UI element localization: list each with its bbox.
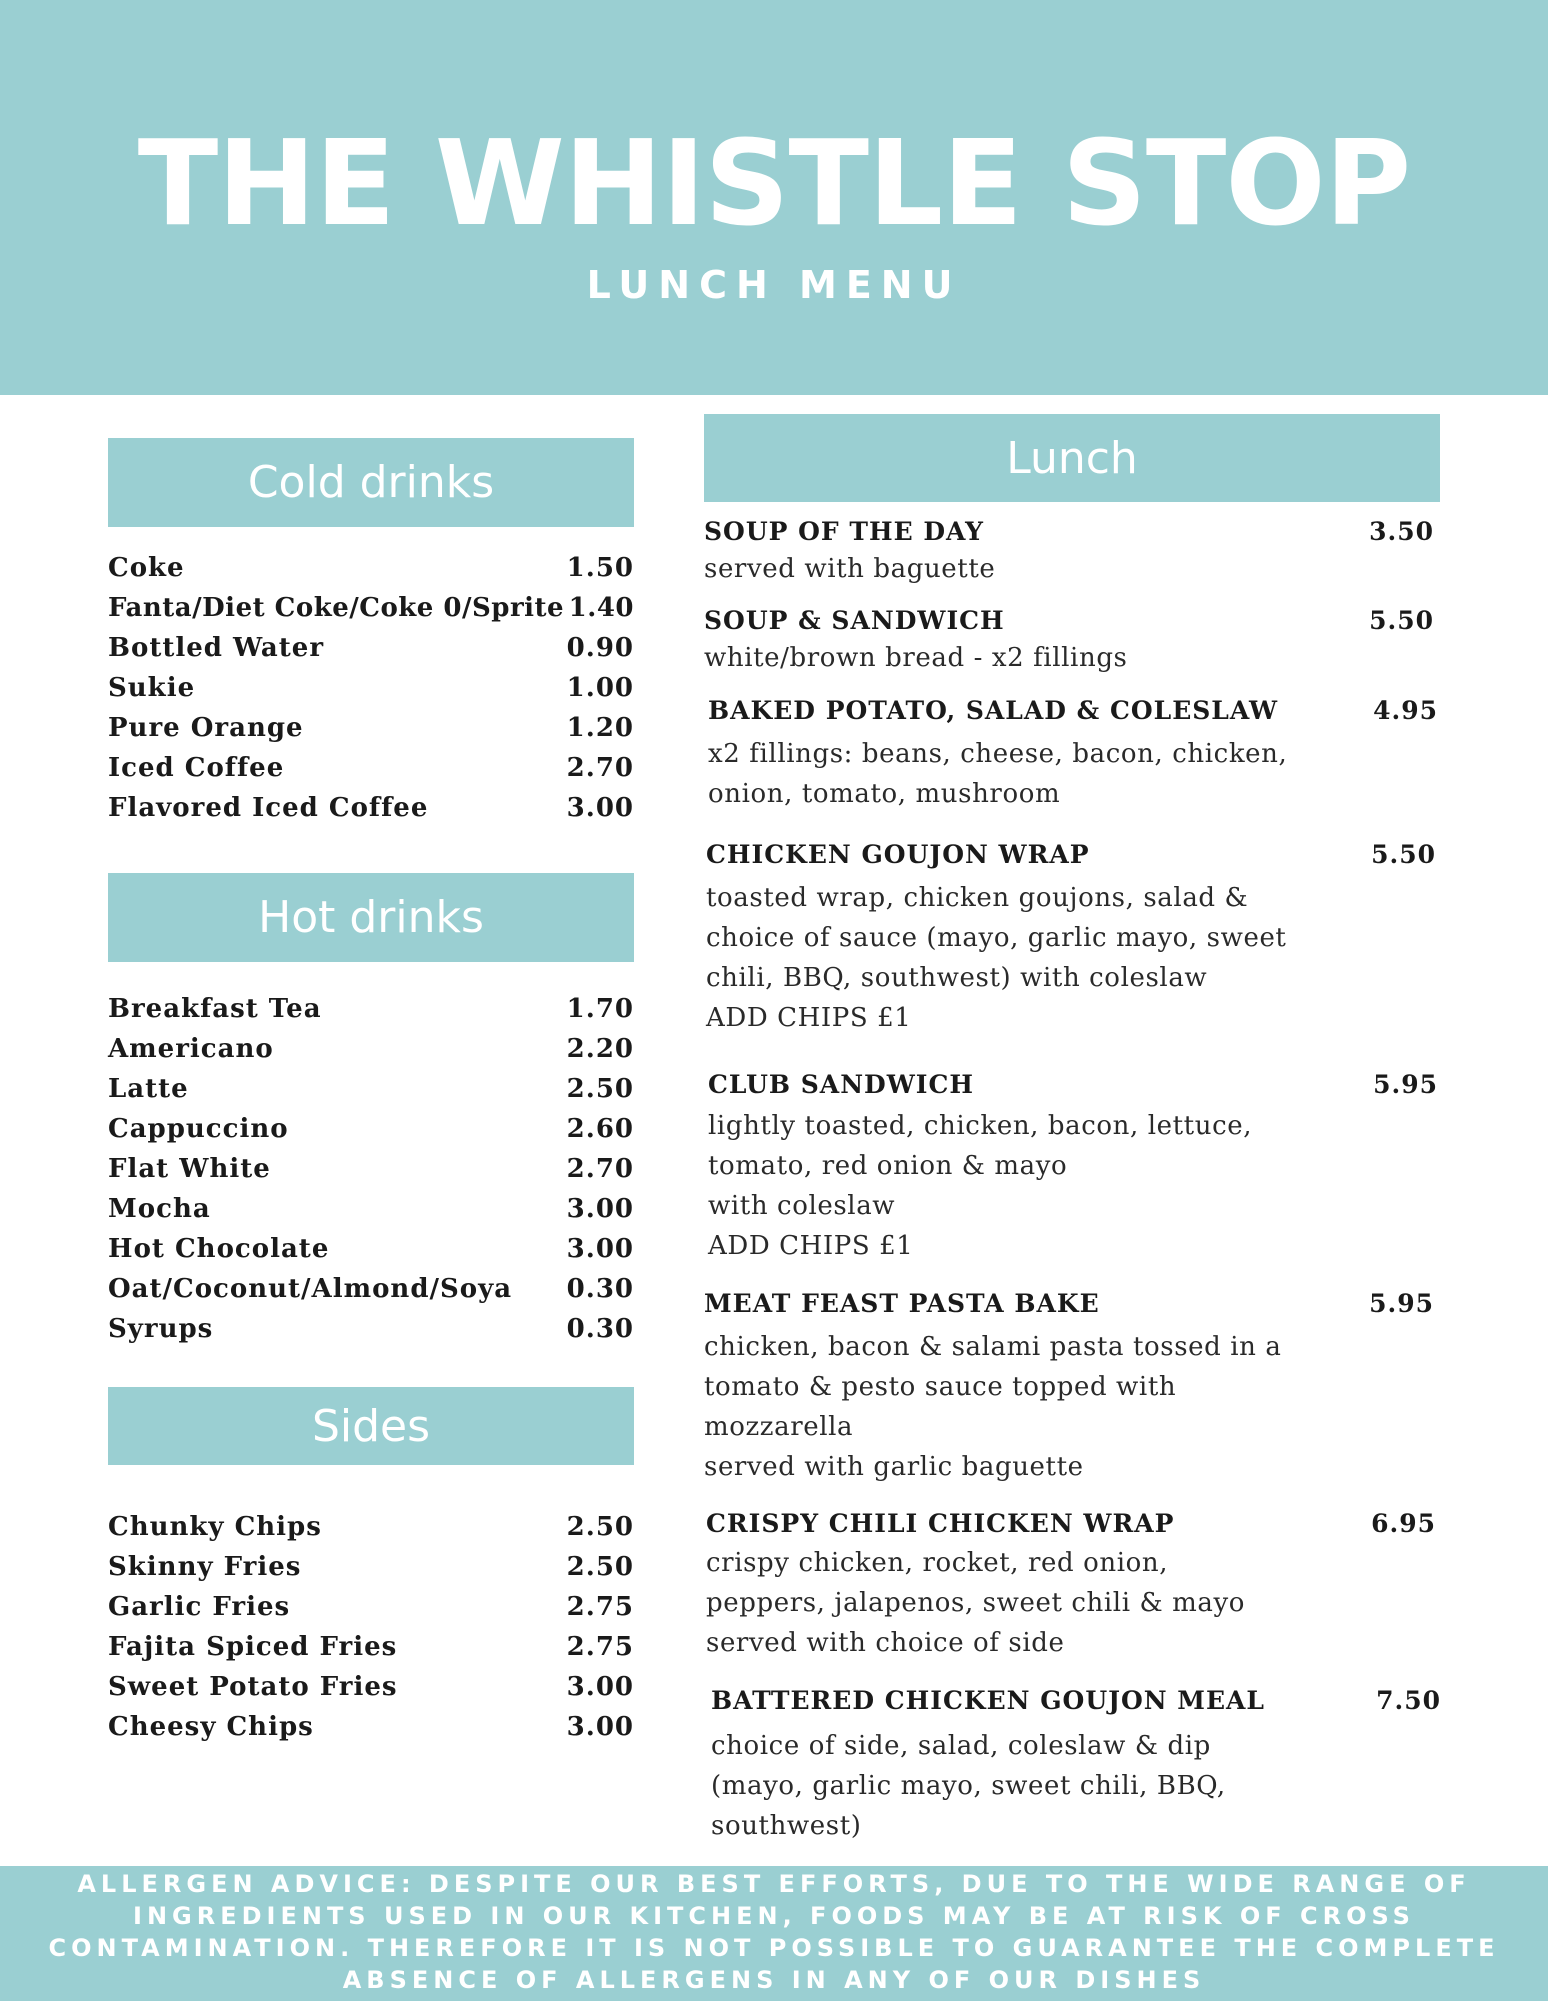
lunch-item-description: ADD CHIPS £1: [708, 1231, 914, 1261]
lunch-item-description: served with choice of side: [706, 1628, 1065, 1658]
item-price: 0.30: [566, 1314, 634, 1344]
item-price: 3.00: [566, 1712, 634, 1742]
item-price: 1.40: [568, 593, 634, 623]
allergen-line: ABSENCE OF ALLERGENS IN ANY OF OUR DISHES: [342, 1966, 1206, 1994]
lunch-item-description: served with garlic baguette: [704, 1452, 1084, 1482]
item-price: 2.50: [566, 1074, 634, 1104]
list-item: [108, 711, 634, 745]
list-item: [108, 1272, 634, 1306]
allergen-line: CONTAMINATION. THEREFORE IT IS NOT POSSIBLE TO GUARANTEE THE COMPLETE: [48, 1934, 1500, 1962]
item-name: Americano: [108, 1034, 274, 1064]
lunch-item-description: tomato & pesto sauce topped with: [704, 1372, 1177, 1402]
list-item: [108, 671, 634, 705]
list-item: [108, 791, 634, 825]
lunch-item-name: MEAT FEAST PASTA BAKE: [704, 1289, 1100, 1318]
lunch-item-name: SOUP & SANDWICH: [704, 606, 1005, 635]
lunch-item: [704, 1287, 1434, 1487]
lunch-item-description: onion, tomato, mushroom: [708, 779, 1061, 809]
item-price: 2.50: [566, 1552, 634, 1582]
sides-heading: Sides: [108, 1387, 634, 1465]
lunch-item: [706, 838, 1436, 1038]
item-price: 2.70: [566, 753, 634, 783]
lunch-item-price: 3.50: [1369, 517, 1434, 546]
allergen-line: ALLERGEN ADVICE: DESPITE OUR BEST EFFORTS, DUE TO THE WIDE RANGE OF: [77, 1870, 1471, 1898]
lunch-item-description: ADD CHIPS £1: [706, 1003, 912, 1033]
lunch-item-price: 5.95: [1369, 1289, 1434, 1318]
item-name: Hot Chocolate: [108, 1234, 330, 1264]
list-item: [108, 1072, 634, 1106]
item-name: Oat/Coconut/Almond/Soya: [108, 1274, 513, 1304]
list-item: [108, 1510, 634, 1544]
lunch-item: [708, 1068, 1438, 1266]
item-price: 2.75: [566, 1632, 634, 1662]
lunch-item: [706, 1507, 1436, 1663]
item-name: Garlic Fries: [108, 1592, 291, 1622]
lunch-item-description: with coleslaw: [708, 1191, 896, 1221]
lunch-item-description: x2 fillings: beans, cheese, bacon, chicken,: [708, 739, 1288, 769]
hot-drinks-heading: Hot drinks: [108, 873, 634, 962]
item-name: Breakfast Tea: [108, 994, 322, 1024]
lunch-item-description: chicken, bacon & salami pasta tossed in a: [704, 1332, 1282, 1362]
item-price: 1.50: [566, 553, 634, 583]
list-item: [108, 591, 634, 625]
lunch-item-price: 6.95: [1371, 1509, 1436, 1538]
item-name: Syrups: [108, 1314, 214, 1344]
lunch-item-name: BAKED POTATO, SALAD & COLESLAW: [708, 696, 1279, 725]
restaurant-name: THE WHISTLE STOP: [137, 114, 1411, 252]
lunch-item-description: chili, BBQ, southwest) with coleslaw: [706, 963, 1208, 993]
allergen-advice: [40, 1868, 1508, 1996]
item-price: 2.20: [566, 1034, 634, 1064]
lunch-item-price: 5.95: [1373, 1070, 1438, 1099]
item-price: 1.70: [566, 994, 634, 1024]
cold-drinks-heading: Cold drinks: [108, 438, 634, 527]
list-item: [108, 1670, 634, 1704]
item-name: Coke: [108, 553, 185, 583]
list-item: [108, 1032, 634, 1066]
item-price: 2.75: [566, 1592, 634, 1622]
allergen-line: INGREDIENTS USED IN OUR KITCHEN, FOODS MAY BE AT RISK OF CROSS: [133, 1902, 1415, 1930]
item-name: Flat White: [108, 1154, 271, 1184]
lunch-item-description: crispy chicken, rocket, red onion,: [706, 1548, 1169, 1578]
list-item: [108, 751, 634, 785]
lunch-item-description: lightly toasted, chicken, bacon, lettuce,: [708, 1111, 1253, 1141]
item-price: 1.20: [566, 713, 634, 743]
item-price: 2.60: [566, 1114, 634, 1144]
list-item: [108, 1232, 634, 1266]
lunch-item-description: southwest): [711, 1811, 862, 1841]
item-price: 3.00: [566, 1234, 634, 1264]
list-item: [108, 631, 634, 665]
lunch-item-name: CRISPY CHILI CHICKEN WRAP: [706, 1509, 1175, 1538]
list-item: [108, 1112, 634, 1146]
lunch-item-description: served with baguette: [704, 554, 996, 584]
lunch-item-description: (mayo, garlic mayo, sweet chili, BBQ,: [711, 1771, 1226, 1801]
lunch-item-description: choice of sauce (mayo, garlic mayo, sweet: [706, 923, 1287, 953]
lunch-item: [708, 694, 1438, 814]
list-item: [108, 1312, 634, 1346]
item-price: 2.70: [566, 1154, 634, 1184]
item-name: Skinny Fries: [108, 1552, 302, 1582]
lunch-item-name: BATTERED CHICKEN GOUJON MEAL: [711, 1686, 1265, 1715]
lunch-item: [704, 515, 1434, 589]
lunch-item-description: peppers, jalapenos, sweet chili & mayo: [706, 1588, 1245, 1618]
lunch-heading: Lunch: [704, 414, 1440, 502]
lunch-item: [711, 1684, 1441, 1846]
item-name: Mocha: [108, 1194, 211, 1224]
list-item: [108, 1192, 634, 1226]
item-name: Fajita Spiced Fries: [108, 1632, 398, 1662]
item-price: 1.00: [566, 673, 634, 703]
item-price: 3.00: [566, 1672, 634, 1702]
list-item: [108, 1630, 634, 1664]
lunch-item-description: choice of side, salad, coleslaw & dip: [711, 1731, 1211, 1761]
lunch-item-description: tomato, red onion & mayo: [708, 1151, 1068, 1181]
lunch-item-description: toasted wrap, chicken goujons, salad &: [706, 883, 1249, 913]
item-price: 3.00: [566, 793, 634, 823]
list-item: [108, 1710, 634, 1744]
list-item: [108, 1590, 634, 1624]
list-item: [108, 1550, 634, 1584]
list-item: [108, 551, 634, 585]
menu-subtitle: LUNCH MENU: [586, 263, 962, 307]
lunch-item-name: CLUB SANDWICH: [708, 1070, 975, 1099]
lunch-item-description: mozzarella: [704, 1412, 854, 1442]
lunch-item-description: white/brown bread - x2 fillings: [704, 643, 1128, 673]
item-name: Cappuccino: [108, 1114, 289, 1144]
list-item: [108, 1152, 634, 1186]
item-name: Fanta/Diet Coke/Coke 0/Sprite: [108, 593, 565, 623]
lunch-item-name: SOUP OF THE DAY: [704, 517, 985, 546]
item-name: Pure Orange: [108, 713, 304, 743]
lunch-item-price: 5.50: [1371, 840, 1436, 869]
lunch-item-price: 4.95: [1373, 696, 1438, 725]
item-price: 3.00: [566, 1194, 634, 1224]
lunch-item-price: 7.50: [1376, 1686, 1441, 1715]
lunch-item: [704, 604, 1434, 678]
item-name: Cheesy Chips: [108, 1712, 314, 1742]
list-item: [108, 992, 634, 1026]
item-name: Chunky Chips: [108, 1512, 322, 1542]
item-name: Sweet Potato Fries: [108, 1672, 398, 1702]
item-name: Sukie: [108, 673, 196, 703]
item-price: 0.90: [566, 633, 634, 663]
item-name: Iced Coffee: [108, 753, 285, 783]
item-name: Latte: [108, 1074, 189, 1104]
item-name: Bottled Water: [108, 633, 325, 663]
item-price: 0.30: [566, 1274, 634, 1304]
item-name: Flavored Iced Coffee: [108, 793, 429, 823]
lunch-item-name: CHICKEN GOUJON WRAP: [706, 840, 1090, 869]
lunch-item-price: 5.50: [1369, 606, 1434, 635]
item-price: 2.50: [566, 1512, 634, 1542]
